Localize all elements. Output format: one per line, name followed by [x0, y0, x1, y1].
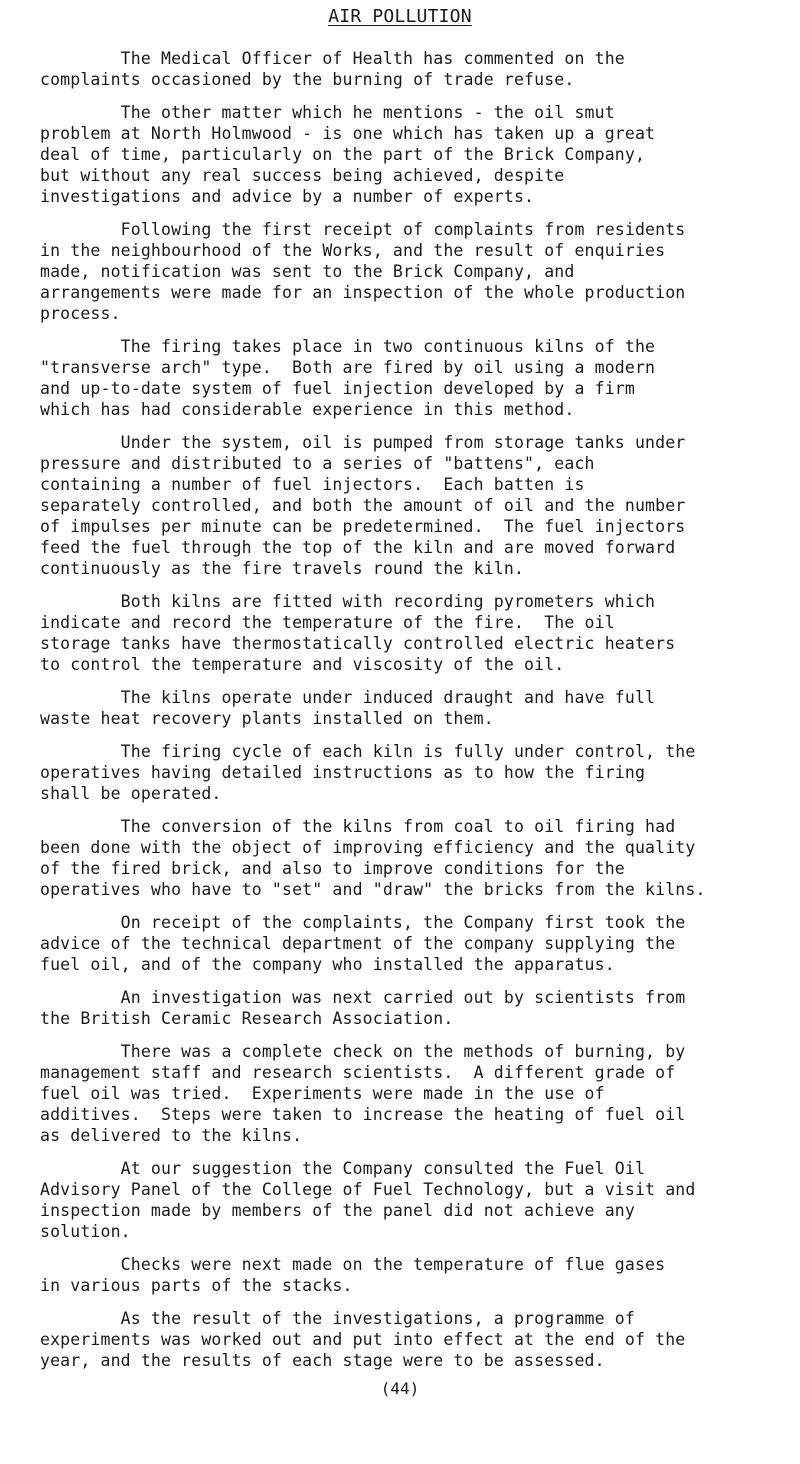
paragraph-advisory-panel: At our suggestion the Company consulted the Fuel Oil Advisory Panel of the College of Fuel Technology, but a visit and inspection made by members of the panel did not achieve any solution.	[40, 1159, 696, 1241]
paragraph-ceramic-research: An investigation was next carried out by scientists from the British Ceramic Research Association.	[40, 988, 686, 1028]
paragraph-conversion: The conversion of the kilns from coal to oil firing had been done with the object of improving efficiency and the quality of the fired brick, and also to improve conditions for the operatives who have to "set" and "draw" the bricks from the kilns.	[40, 817, 706, 899]
paragraph-firing-cycle: The firing cycle of each kiln is fully under control, the operatives having detailed instructions as to how the firing shall be operated.	[40, 742, 696, 803]
paragraph-technical-advice: On receipt of the complaints, the Company first took the advice of the technical department of the company supplying the fuel oil, and of the company who installed the apparatus.	[40, 913, 686, 974]
paragraph-flue-gases: Checks were next made on the temperature of flue gases in various parts of the stacks.	[40, 1255, 666, 1295]
paragraph-pyrometers: Both kilns are fitted with recording pyrometers which indicate and record the temperature of the fire. The oil storage tanks have thermostatically controlled electric heaters to control the temperature and viscosity of the oil.	[40, 592, 676, 674]
paragraph-complete-check: There was a complete check on the methods of burning, by management staff and research scientists. A different grade of fuel oil was tried. Experiments were made in the use of additives. Steps were taken to increase the heating of fuel oil as delivered to the kilns.	[40, 1042, 686, 1145]
paragraph-complaints-receipt: Following the first receipt of complaints from residents in the neighbourhood of the Works, and the result of enquiries made, notification was sent to the Brick Company, and arrangements were made for an inspection of the whole production process.	[40, 220, 686, 323]
paragraph-experiments-programme: As the result of the investigations, a programme of experiments was worked out and put into effect at the end of the year, and the results of each stage were to be assessed.	[40, 1309, 686, 1370]
paragraph-oil-smut-problem: The other matter which he mentions - the oil smut problem at North Holmwood - is one which has taken up a great deal of time, particularly on the part of the Brick Company, but without any real success being achieved, despite investigations and advice by a number of experts.	[40, 103, 656, 206]
paragraph-medical-officer: The Medical Officer of Health has commented on the complaints occasioned by the burning of trade refuse.	[40, 49, 625, 89]
page-title: AIR POLLUTION	[328, 6, 472, 27]
paragraph-fuel-system: Under the system, oil is pumped from storage tanks under pressure and distributed to a series of "battens", each containing a number of fuel injectors. Each batten is separately controlled, and both the amount of oil and the number of impulses per minute can be predetermined. The fuel injectors feed the fuel through the top of the kiln and are moved forward continuously as the fire travels round the kiln.	[40, 433, 686, 578]
page-number: (44)	[380, 1379, 420, 1398]
paragraph-induced-draught: The kilns operate under induced draught and have full waste heat recovery plants installed on them.	[40, 688, 656, 728]
paragraph-firing-kilns: The firing takes place in two continuous kilns of the "transverse arch" type. Both are fired by oil using a modern and up-to-date system of fuel injection developed by a firm which has had considerable experience in this method.	[40, 337, 656, 419]
